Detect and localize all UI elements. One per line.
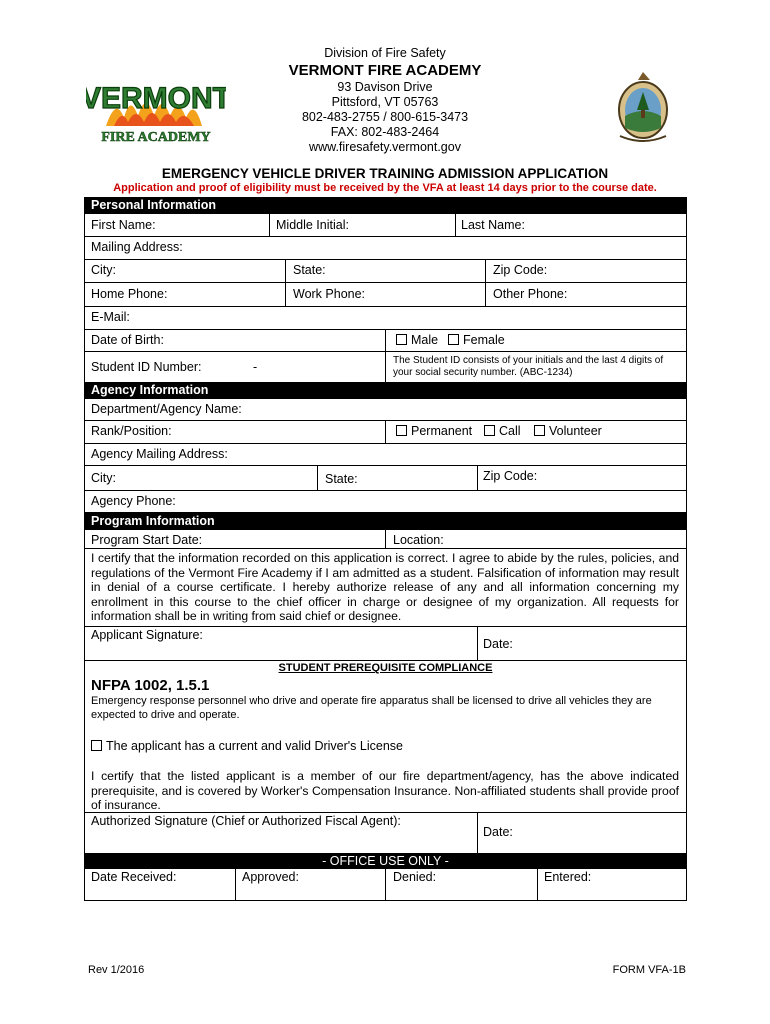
call-checkbox[interactable] [484,425,495,436]
form-title: EMERGENCY VEHICLE DRIVER TRAINING ADMISSION APPLICATION [161,166,609,181]
submission-notice: Application and proof of eligibility must be received by the VFA at least 14 days prior to the course date. [113,182,657,194]
last-name-label[interactable]: Last Name: [461,218,525,232]
home-phone-label[interactable]: Home Phone: [91,287,168,301]
city-label[interactable]: City: [91,263,116,277]
mailing-address-label[interactable]: Mailing Address: [91,240,183,254]
agency-state-label[interactable]: State: [325,472,358,486]
authorized-signature-label[interactable]: Authorized Signature (Chief or Authorized Fiscal Agent): [91,814,401,828]
state-label[interactable]: State: [293,263,326,277]
first-name-label[interactable]: First Name: [91,218,156,232]
zip-label[interactable]: Zip Code: [493,263,548,277]
volunteer-checkbox[interactable] [534,425,545,436]
agency-info-heading: Agency Information [84,382,687,398]
revision-label: Rev 1/2016 [88,964,145,976]
license-checkbox[interactable] [91,740,102,751]
student-id-dash: - [253,360,258,374]
student-id-row [84,352,687,383]
dept-label[interactable]: Department/Agency Name: [91,402,242,416]
permanent-checkbox[interactable] [396,425,407,436]
female-option[interactable]: Female [448,333,505,347]
phone-row [84,283,687,307]
email-row [84,307,687,330]
female-checkbox[interactable] [448,334,459,345]
prerequisite-box [84,661,687,854]
form-number: FORM VFA-1B [612,964,686,976]
agency-zip-label[interactable]: Zip Code: [483,469,538,483]
applicant-date-label[interactable]: Date: [483,637,513,651]
program-start-label[interactable]: Program Start Date: [91,533,203,547]
agency-phone-label[interactable]: Agency Phone: [91,494,176,508]
approved-label[interactable]: Approved: [242,870,299,884]
middle-initial-label[interactable]: Middle Initial: [276,218,349,232]
dob-label[interactable]: Date of Birth: [91,333,164,347]
agency-city-label[interactable]: City: [91,471,116,485]
city-row [84,260,687,283]
agency-mailing-label[interactable]: Agency Mailing Address: [91,447,228,461]
license-option[interactable]: The applicant has a current and valid Driver's License [91,739,403,753]
svg-text:FIRE ACADEMY: FIRE ACADEMY [101,130,211,145]
office-use-row [84,869,687,901]
rank-label[interactable]: Rank/Position: [91,424,172,438]
dept-row [84,398,687,421]
agency-mailing-row [84,444,687,466]
permanent-option[interactable]: Permanent [396,424,472,438]
student-id-label[interactable]: Student ID Number: [91,360,202,374]
svg-text:VERMONT: VERMONT [86,82,226,115]
location-label[interactable]: Location: [393,533,444,547]
nfpa-text: Emergency response personnel who drive and operate fire apparatus shall be licensed to drive all vehicles they are expected to drive and operate. [91,695,652,721]
program-info-heading: Program Information [84,513,687,529]
certification-box [84,549,687,661]
prerequisite-heading: STUDENT PREREQUISITE COMPLIANCE [278,662,493,674]
nfpa-heading: NFPA 1002, 1.5.1 [91,677,210,694]
phone-numbers: 802-483-2755 / 800-615-3473 [301,110,469,124]
address-line-1: 93 Davison Drive [337,80,433,94]
male-option[interactable]: Male [396,333,438,347]
other-phone-label[interactable]: Other Phone: [493,287,568,301]
authorized-date-label[interactable]: Date: [483,825,513,839]
division-name: Division of Fire Safety [324,46,446,60]
rank-row [84,421,687,444]
fax-number: FAX: 802-483-2464 [330,125,440,139]
certification-text: I certify that the information recorded on this application is correct. I agree to abide by the rules, policies, and regulations of the Vermont Fire Academy if I am admitted as a student. Falsification of information may result in denial of a course certificate. I hereby authorize release of any and all information concerning my enrollment in this course to the chief officer in charge or designee of my organization. All requests for information shall be in writing from said chief or designee. [91,551,679,623]
name-row [84,213,687,237]
prereq-certification-text: I certify that the listed applicant is a member of our fire department/agency, has the above indicated prerequisite, and is covered by Worker's Compensation Insurance. Non-affiliated students shall provide proof of insurance. [91,769,679,812]
address-line-2: Pittsford, VT 05763 [331,95,439,109]
date-received-label[interactable]: Date Received: [91,870,177,884]
entered-label[interactable]: Entered: [544,870,592,884]
agency-city-row [84,466,687,491]
program-date-row [84,529,687,549]
office-use-heading: - OFFICE USE ONLY - [84,854,687,869]
dob-row [84,330,687,352]
website[interactable]: www.firesafety.vermont.gov [309,140,461,154]
denied-label[interactable]: Denied: [393,870,437,884]
personal-info-heading: Personal Information [84,197,687,213]
student-id-note: The Student ID consists of your initials and the last 4 digits of your social security number. (ABC-1234) [393,355,664,378]
academy-title: VERMONT FIRE ACADEMY [288,62,482,79]
email-label[interactable]: E-Mail: [91,310,130,324]
work-phone-label[interactable]: Work Phone: [293,287,366,301]
agency-phone-row [84,491,687,513]
male-checkbox[interactable] [396,334,407,345]
mailing-address-row [84,237,687,260]
applicant-signature-label[interactable]: Applicant Signature: [91,628,203,642]
volunteer-option[interactable]: Volunteer [534,424,602,438]
call-option[interactable]: Call [484,424,521,438]
